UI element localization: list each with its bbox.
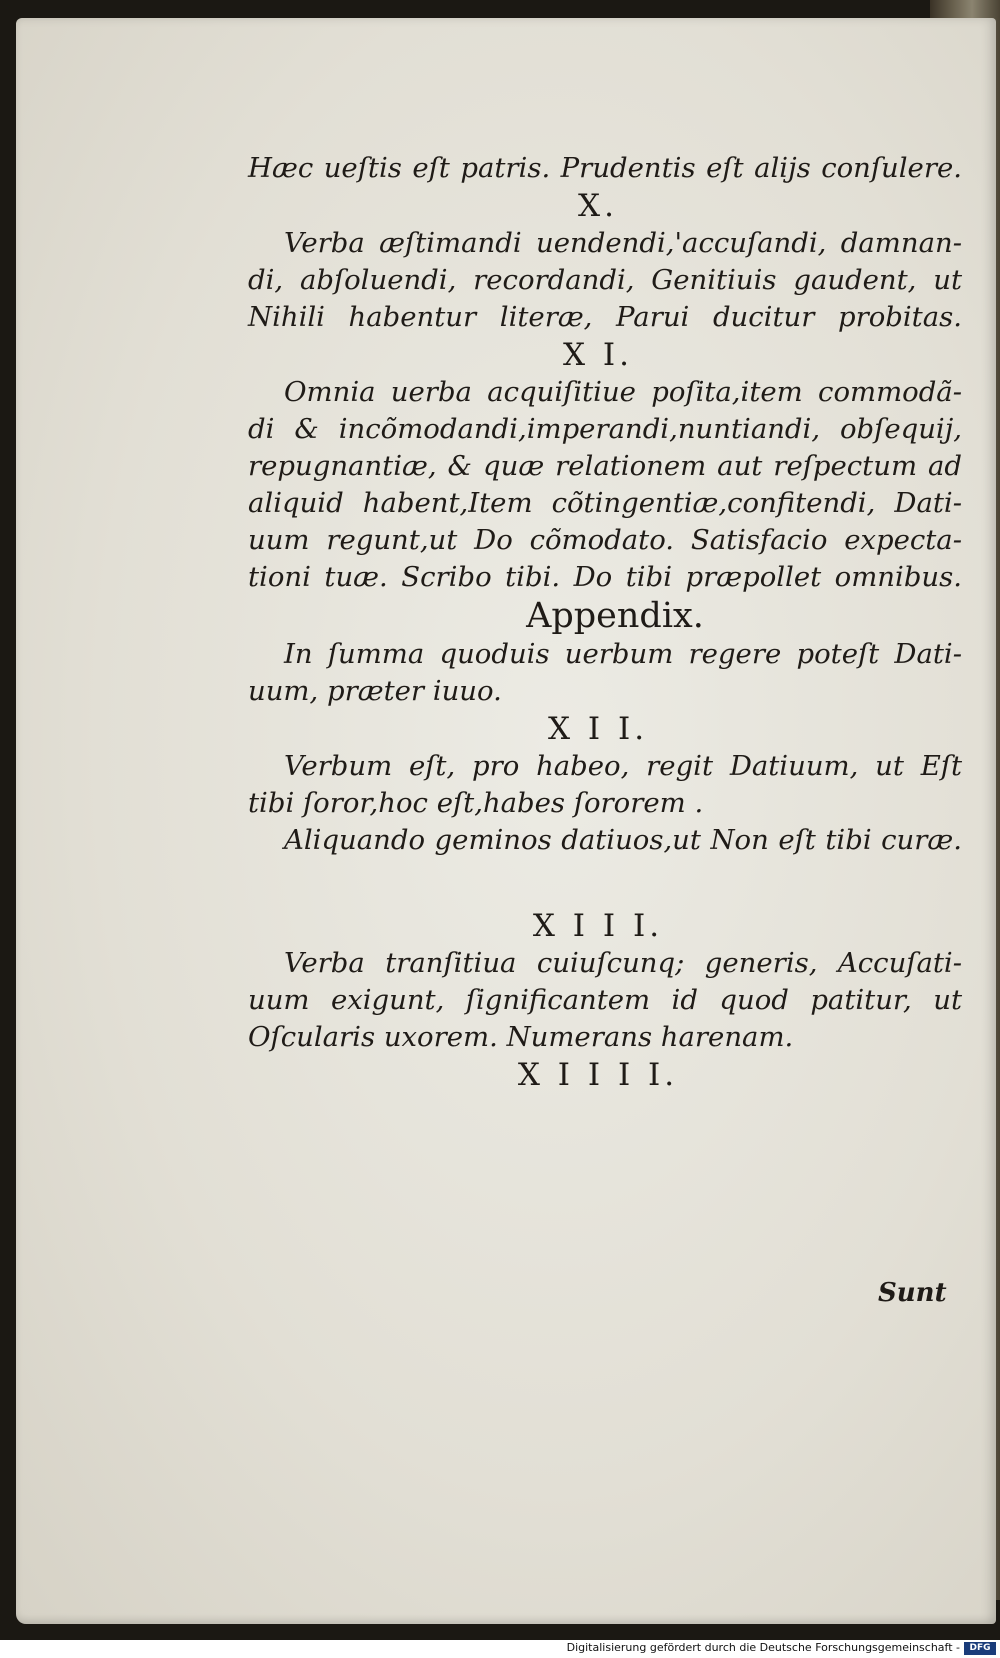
text-line: aliquid habent,Item cõtingentiæ,confitendi, Dati- xyxy=(248,487,962,519)
catchword: Sunt xyxy=(878,1278,947,1308)
footer-credit: Digitalisierung gefördert durch die Deutsche Forschungsgemeinschaft - xyxy=(566,1641,960,1654)
blank-space xyxy=(248,859,962,907)
section-heading-xi: X I. xyxy=(562,337,634,373)
text-line: repugnantiæ, & quæ relationem aut reſpectum ad xyxy=(248,450,962,482)
appendix-heading: Appendix. xyxy=(526,596,704,636)
dfg-logo-icon: DFG xyxy=(964,1642,996,1655)
text-line: Aliquando geminos datiuos,ut Non eſt tibi curæ. xyxy=(284,824,962,856)
text-line: Hæc ueſtis eſt patris. Prudentis eſt alijs conſulere. xyxy=(248,152,962,184)
text-line: Verba tranſitiua cuiuſcunq; generis, Accuſati- xyxy=(284,947,962,979)
section-heading-xiii: X I I I. xyxy=(532,908,664,944)
text-line: Oſcularis uxorem. Numerans harenam. xyxy=(248,1021,794,1053)
digitization-footer xyxy=(0,1640,1000,1658)
text-line: Verbum eſt, pro habeo, regit Datiuum, ut Eſt xyxy=(284,750,962,782)
page-text-block xyxy=(248,150,962,1094)
section-heading-xiiii: X I I I I. xyxy=(517,1057,679,1093)
text-line: di & incõmodandi,imperandi,nuntiandi, obſequij, xyxy=(248,413,962,445)
section-heading-xii: X I I. xyxy=(547,711,649,747)
text-line: Verba æſtimandi uendendi,'accuſandi, damnan- xyxy=(284,227,962,259)
section-heading-x: X. xyxy=(578,188,618,224)
text-line: uum regunt,ut Do cõmodato. Satisfacio expecta- xyxy=(248,524,962,556)
book-page xyxy=(16,18,996,1624)
text-line: Omnia uerba acquiſitiue poſita,item commodã- xyxy=(284,376,962,408)
text-line: In ſumma quoduis uerbum regere poteſt Dati- xyxy=(284,638,962,670)
text-line: uum, præter iuuo. xyxy=(248,675,502,707)
text-line: tioni tuæ. Scribo tibi. Do tibi præpollet omnibus. xyxy=(248,561,962,593)
text-line: di, abſoluendi, recordandi, Genitiuis gaudent, ut xyxy=(248,264,962,296)
text-line: tibi ſoror,hoc eſt,habes ſororem . xyxy=(248,787,704,819)
text-line: uum exigunt, ſignificantem id quod patitur, ut xyxy=(248,984,962,1016)
text-line: Nihili habentur literæ, Parui ducitur probitas. xyxy=(248,301,962,333)
